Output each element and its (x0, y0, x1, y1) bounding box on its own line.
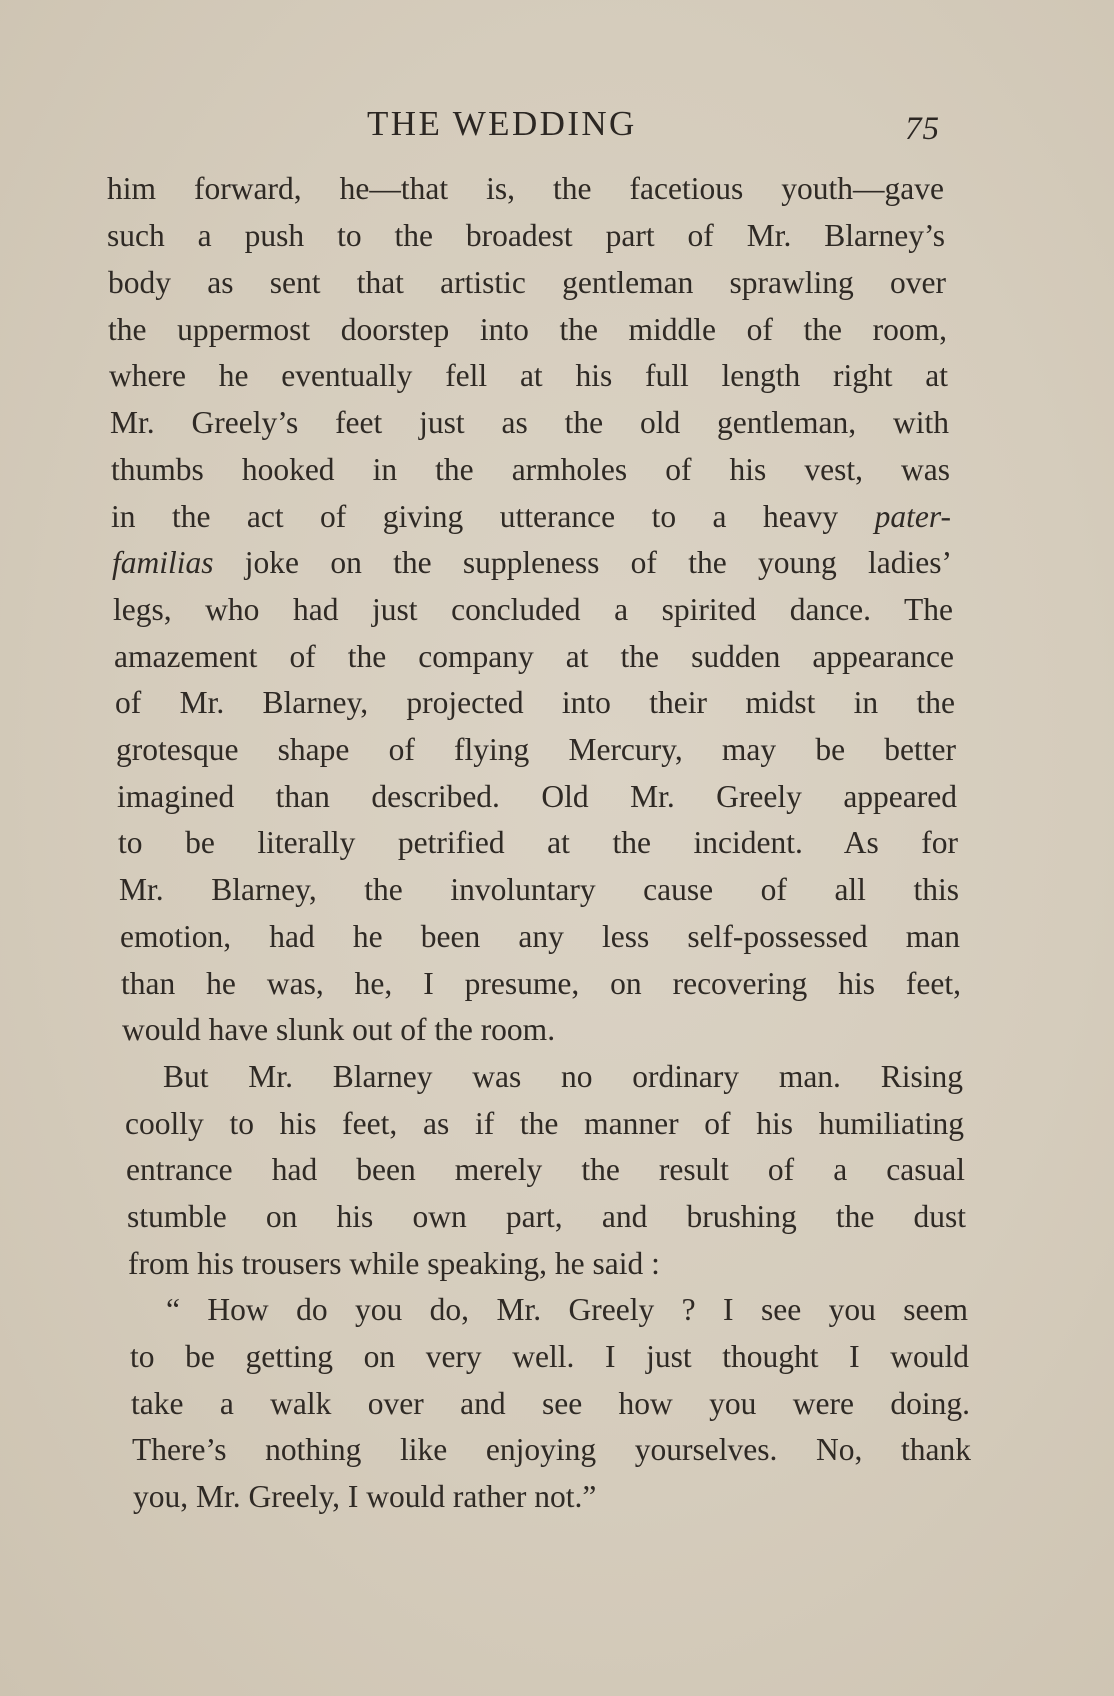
text-line: entrance had been merely the result of a casual (126, 1152, 965, 1187)
text-line: grotesque shape of flying Mercury, may be better (116, 732, 956, 767)
text-line: you, Mr. Greely, I would rather not.” (133, 1479, 597, 1514)
text-line: to be getting on very well. I just thought I would (130, 1339, 969, 1374)
italic-text: pater- (874, 499, 951, 534)
text-line: There’s nothing like enjoying yourselves. No, thank (132, 1432, 971, 1467)
text-line: from his trousers while speaking, he said : (128, 1246, 660, 1281)
text-line: stumble on his own part, and brushing the dust (127, 1199, 966, 1234)
text-line: him forward, he—that is, the facetious youth—gave (107, 171, 944, 206)
text-line: “ How do you do, Mr. Greely ? I see you seem (166, 1292, 968, 1327)
text-line (112, 543, 952, 583)
text-line: to be literally petrified at the incident. As for (118, 825, 958, 860)
text-line: Mr. Blarney, the involuntary cause of all this (119, 872, 959, 907)
text-line: than he was, he, I presume, on recovering his feet, (121, 966, 961, 1001)
text-line: legs, who had just concluded a spirited dance. The (113, 592, 953, 627)
text-line: where he eventually fell at his full length right at (109, 358, 948, 393)
text-line: body as sent that artistic gentleman sprawling over (108, 265, 946, 300)
text-line: Mr. Greely’s feet just as the old gentleman, with (110, 405, 949, 440)
text-line: of Mr. Blarney, projected into their midst in the (115, 685, 955, 720)
text-line: amazement of the company at the sudden appearance (114, 639, 954, 674)
italic-text: familias (112, 545, 214, 580)
text-line: such a push to the broadest part of Mr. Blarney’s (107, 218, 945, 253)
text-line: imagined than described. Old Mr. Greely appeared (117, 779, 957, 814)
text-segment: in the act of giving utterance to a heavy (111, 499, 875, 534)
text-line (111, 497, 951, 537)
text-line: But Mr. Blarney was no ordinary man. Rising (163, 1059, 963, 1094)
text-line: emotion, had he been any less self-possessed man (120, 919, 960, 954)
page-number: 75 (905, 111, 940, 147)
text-segment: joke on the suppleness of the young ladies’ (213, 545, 952, 580)
text-line: take a walk over and see how you were doing. (131, 1386, 970, 1421)
text-line: thumbs hooked in the armholes of his vest, was (111, 452, 950, 487)
text-line: the uppermost doorstep into the middle of the room, (108, 312, 947, 347)
text-line: coolly to his feet, as if the manner of his humiliating (125, 1106, 964, 1141)
text-line: would have slunk out of the room. (122, 1012, 556, 1047)
running-head: THE WEDDING (367, 104, 637, 143)
